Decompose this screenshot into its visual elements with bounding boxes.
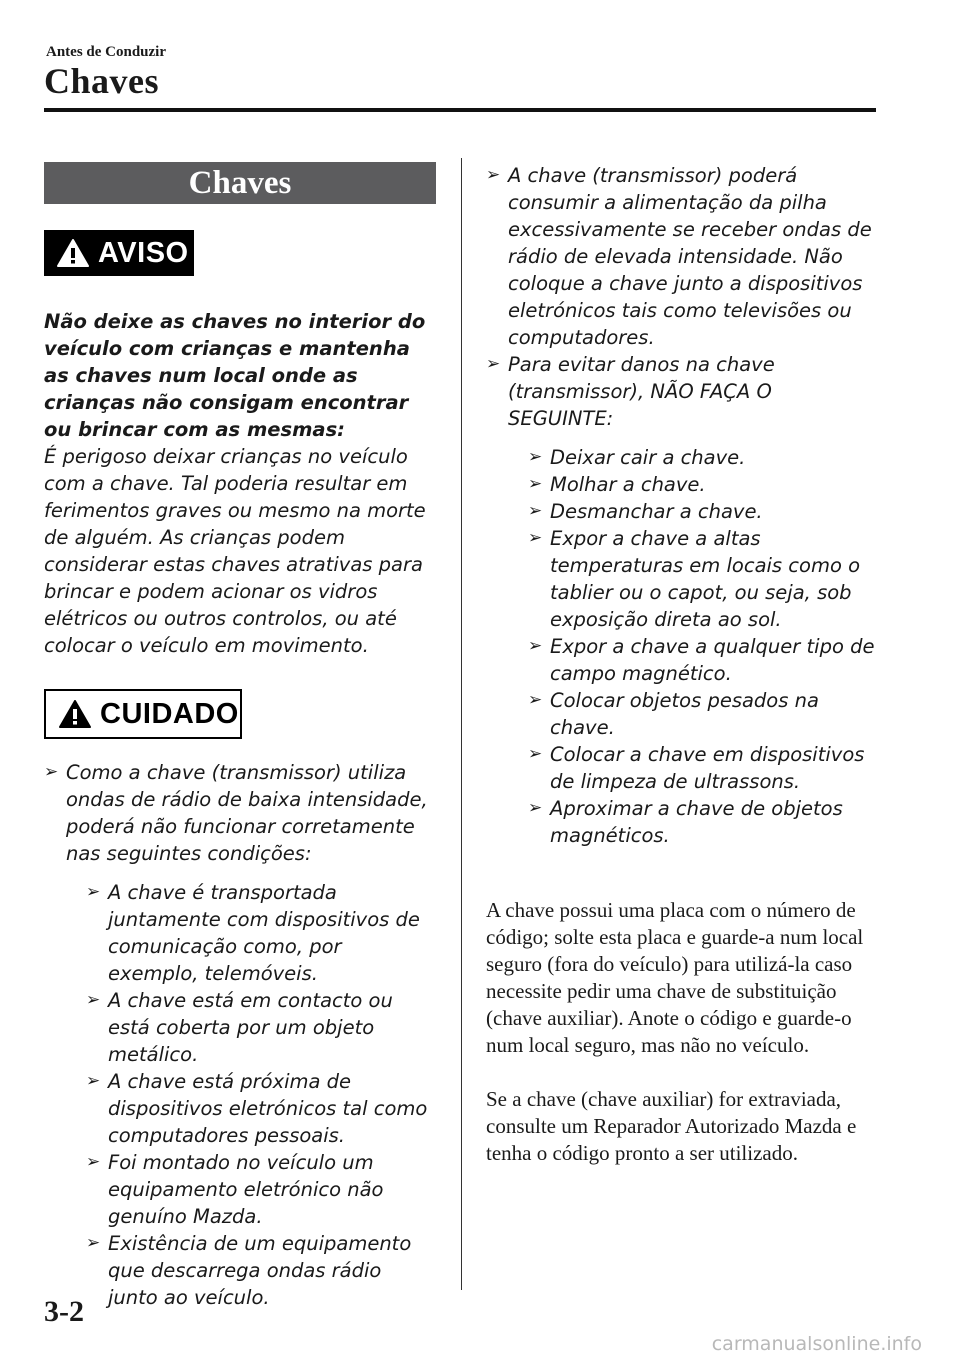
- arrow-bullet-icon: ➢: [86, 1152, 101, 1172]
- sub-list-item-text: A chave está próxima de dispositivos eletrónicos tal como computadores pessoais.: [108, 1070, 428, 1147]
- arrow-bullet-icon: ➢: [528, 690, 543, 710]
- sub-list-item: [86, 1230, 436, 1311]
- page-number: 3-2: [44, 1295, 84, 1328]
- sub-list-item: [86, 1149, 436, 1230]
- cuidado-list-continued: [486, 162, 882, 849]
- arrow-bullet-icon: ➢: [86, 990, 101, 1010]
- warning-triangle-icon: [58, 699, 92, 729]
- sub-list: [528, 444, 882, 849]
- arrow-bullet-icon: ➢: [528, 501, 543, 521]
- arrow-bullet-icon: ➢: [44, 762, 59, 782]
- sub-list-item-text: Expor a chave a altas temperaturas em locais como o tablier ou o capot, ou seja, sob exposição direta ao sol.: [550, 527, 861, 631]
- list-item-text: A chave (transmissor) poderá consumir a alimentação da pilha excessivamente se receber ondas de rádio de elevada intensidade. Não coloque a chave junto a dispositivos eletrónicos tais como televisões ou computadores.: [508, 164, 872, 349]
- arrow-bullet-icon: ➢: [528, 636, 543, 656]
- sub-list-item: [528, 444, 882, 471]
- sub-list: [86, 879, 436, 1311]
- sub-list-item: [528, 741, 882, 795]
- sub-list-item-text: Foi montado no veículo um equipamento eletrónico não genuíno Mazda.: [108, 1151, 384, 1228]
- arrow-bullet-icon: ➢: [528, 798, 543, 818]
- list-item-text: Para evitar danos na chave (transmissor), NÃO FAÇA O SEGUINTE:: [508, 353, 775, 430]
- arrow-bullet-icon: ➢: [528, 744, 543, 764]
- sub-list-item-text: Deixar cair a chave.: [550, 446, 746, 469]
- header-rule: [44, 108, 876, 112]
- list-item: [486, 162, 882, 351]
- list-item: [44, 759, 436, 1311]
- sub-list-item: [528, 795, 882, 849]
- arrow-bullet-icon: ➢: [86, 1233, 101, 1253]
- footer-watermark: carmanualsonline.info: [711, 1333, 922, 1355]
- sub-list-item-text: A chave é transportada juntamente com dispositivos de comunicação como, por exemplo, telemóveis.: [108, 881, 420, 985]
- sub-list-item: [528, 687, 882, 741]
- sub-list-item: [86, 1068, 436, 1149]
- arrow-bullet-icon: ➢: [486, 354, 501, 374]
- arrow-bullet-icon: ➢: [528, 474, 543, 494]
- sub-list-item-text: Desmanchar a chave.: [550, 500, 763, 523]
- running-head: Antes de Conduzir: [46, 44, 167, 60]
- arrow-bullet-icon: ➢: [86, 1071, 101, 1091]
- sub-list-item-text: A chave está em contacto ou está coberta por um objeto metálico.: [108, 989, 393, 1066]
- sub-list-item-text: Colocar objetos pesados na chave.: [550, 689, 819, 739]
- sub-list-item: [528, 633, 882, 687]
- aviso-label: [44, 230, 194, 276]
- body-paragraph: A chave possui uma placa com o número de código; solte esta placa e guarde-a num local seguro (fora do veículo) para utilizá-la caso necessite pedir uma chave de substituição (chave auxiliar). Anote o código e guarde-o num local seguro, mas não no veículo.: [486, 898, 864, 1057]
- aviso-lead: Não deixe as chaves no interior do veículo com crianças e mantenha as chaves num local onde as crianças não consigam encontrar ou brincar com as mesmas:: [44, 310, 426, 441]
- cuidado-label-text: CUIDADO: [100, 697, 239, 730]
- sub-list-item-text: Colocar a chave em dispositivos de limpeza de ultrassons.: [550, 743, 865, 793]
- right-column: [486, 162, 882, 1167]
- sub-list-item-text: Existência de um equipamento que descarrega ondas rádio junto ao veículo.: [108, 1232, 412, 1309]
- cuidado-list: [44, 759, 436, 1311]
- column-divider: [461, 158, 462, 1290]
- arrow-bullet-icon: ➢: [486, 165, 501, 185]
- sub-list-item: [86, 879, 436, 987]
- arrow-bullet-icon: ➢: [86, 882, 101, 902]
- sub-list-item: [528, 498, 882, 525]
- sub-list-item-text: Expor a chave a qualquer tipo de campo magnético.: [550, 635, 875, 685]
- sub-list-item: [528, 471, 882, 498]
- left-column: [44, 162, 436, 1311]
- arrow-bullet-icon: ➢: [528, 528, 543, 548]
- arrow-bullet-icon: ➢: [528, 447, 543, 467]
- chapter-title: Chaves: [44, 61, 160, 101]
- list-item: [486, 351, 882, 849]
- aviso-text: É perigoso deixar crianças no veículo com a chave. Tal poderia resultar em ferimentos graves ou mesmo na morte de alguém. As crianças podem considerar estas chaves atrativas para brincar e podem acionar os vidros elétricos ou outros controlos, ou até colocar o veículo em movimento.: [44, 445, 426, 657]
- sub-list-item-text: Aproximar a chave de objetos magnéticos.: [550, 797, 843, 847]
- cuidado-label: [44, 689, 242, 739]
- section-title-banner: Chaves: [44, 162, 436, 204]
- body-paragraph: Se a chave (chave auxiliar) for extraviada, consulte um Reparador Autorizado Mazda e tenha o código pronto a ser utilizado.: [486, 1087, 857, 1165]
- sub-list-item-text: Molhar a chave.: [550, 473, 706, 496]
- list-item-text: Como a chave (transmissor) utiliza ondas de rádio de baixa intensidade, poderá não funcionar corretamente nas seguintes condições:: [66, 761, 428, 865]
- aviso-content: [44, 308, 436, 659]
- sub-list-item: [86, 987, 436, 1068]
- warning-triangle-icon: [56, 238, 90, 268]
- sub-list-item: [528, 525, 882, 633]
- aviso-label-text: AVISO: [98, 236, 189, 269]
